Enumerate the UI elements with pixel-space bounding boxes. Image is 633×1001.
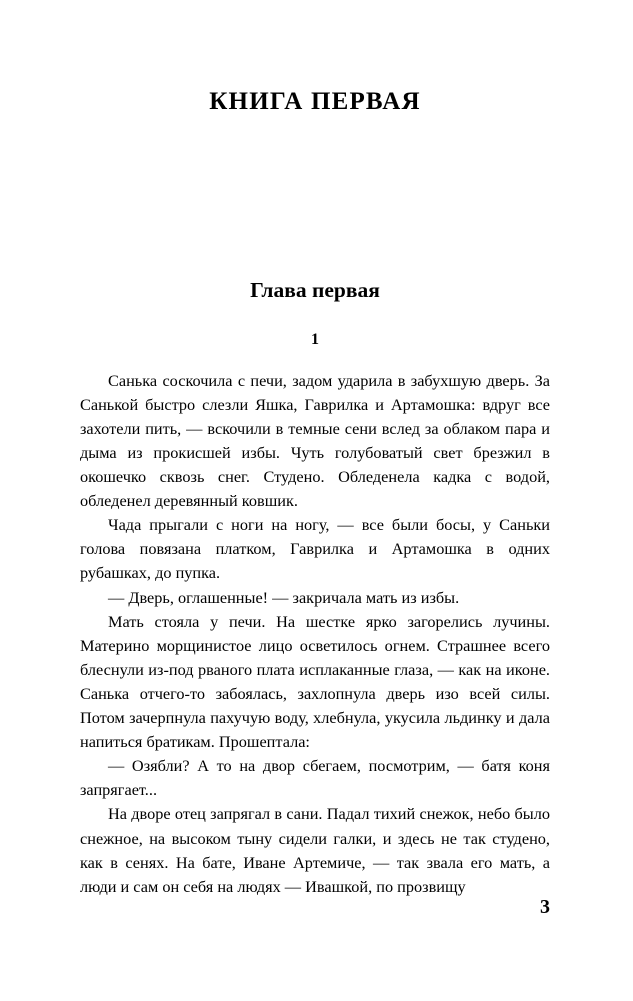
book-title: КНИГА ПЕРВАЯ <box>209 88 421 115</box>
page-content <box>80 0 550 1001</box>
page-number: 3 <box>540 896 550 918</box>
paragraph: На дворе отец запрягал в сани. Падал тихий снежок, небо было снежное, на высоком тыну сидели галки, и здесь не так студено, как в сенях. На бате, Иване Артемиче, — так звала его мать, а люди и сам он себя на людях — Ивашкой, по прозвищу <box>80 804 550 896</box>
paragraph: Чада прыгали с ноги на ногу, — все были босы, у Саньки голова повязана платком, Гаврилка и Артамошка в одних рубашках, до пупка. <box>80 515 550 583</box>
body-text <box>80 369 550 899</box>
paragraph: Санька соскочила с печи, задом ударила в забухшую дверь. За Санькой быстро слезли Яшка, Гаврилка и Артамошка: вдруг все захотели пить, — вскочили в темные сени вслед за облаком пара и дыма из прокисшей избы. Чуть голубоватый свет брезжил в окошечко сквозь снег. Студено. Обледенела кадка с водой, обледенел деревянный ковшик. <box>80 370 550 511</box>
paragraph: — Дверь, оглашенные! — закричала мать из избы. <box>108 587 460 607</box>
paragraph: — Озябли? А то на двор сбегаем, посмотрим, — батя коня запрягает... <box>80 756 550 800</box>
chapter-title: Глава первая <box>250 277 380 302</box>
section-number: 1 <box>311 331 319 349</box>
paragraph: Мать стояла у печи. На шестке ярко загорелись лучины. Материно морщинистое лицо осветилось огнем. Страшнее всего блеснули из-под рваного плата исплаканные глаза, — как на иконе. Санька отчего-то забоялась, захлопнула дверь изо всей силы. Потом зачерпнула пахучую воду, хлебнула, укусила льдинку и дала напиться братикам. Прошептала: <box>80 611 550 752</box>
